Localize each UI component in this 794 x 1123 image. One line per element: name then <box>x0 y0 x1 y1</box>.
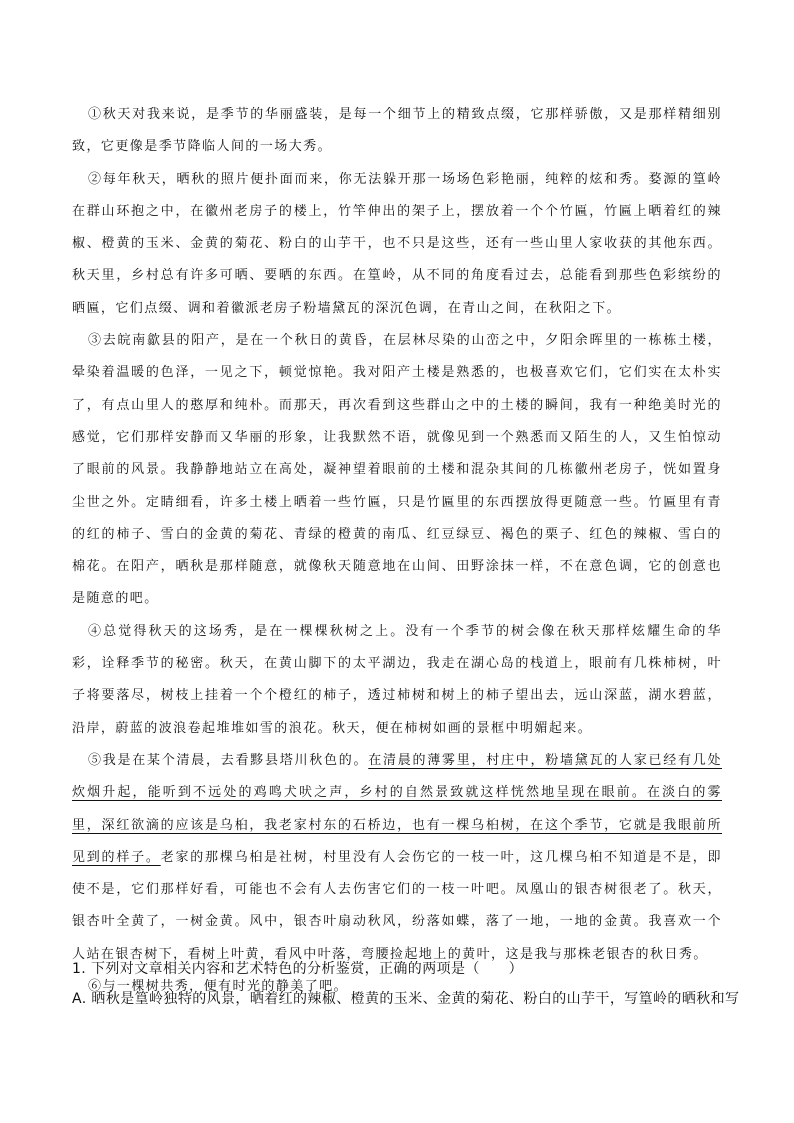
paragraph-5-intro: ⑤我是在某个清晨，去看黟县塔川秋色的。 <box>88 752 369 768</box>
paragraph-5-rest: 老家的那棵乌桕是社树，村里没有人会伤它的一枝一叶，这几棵乌桕不知道是不是，即使不是，它们那样好看，可能也不会有人去伤害它们的一枝一叶吧。凤凰山的银杏树很老了。秋天，银杏叶全黄了，一树金黄。风中，银杏叶扇动秋风，纷落如蝶，落了一地，一地的金黄。我喜欢一个人站在银杏树下，看树上叶黄，看风中叶落，弯腰捡起地上的黄叶，这是我与那株老银杏的秋日秀。 <box>72 849 722 962</box>
paragraph-5 <box>72 745 722 971</box>
paragraph-6: ⑥与一棵树共秀，便有时光的静美了吧。 <box>88 979 349 995</box>
question-1-option-a: A. 晒秋是篁岭独特的风景，晒着红的辣椒、橙黄的玉米、金黄的菊花、粉白的山芋干，写篁岭的晒秋和写 <box>72 991 740 1007</box>
question-1-stem: 1. 下列对文章相关内容和艺术特色的分析鉴赏，正确的两项是（ ） <box>72 961 524 977</box>
question-section <box>72 954 740 1014</box>
paragraph-3: ③去皖南歙县的阳产，是在一个秋日的黄昏，在层林尽染的山峦之中，夕阳余晖里的一栋栋土楼，晕染着温暖的色泽，一见之下，顿觉惊艳。我对阳产土楼是熟悉的，也极喜欢它们，它们实在太朴实了，有点山里人的憨厚和纯朴。而那天，再次看到这些群山之中的土楼的瞬间，我有一种绝美时光的感觉，它们那样安静而又华丽的形象，让我默然不语，就像见到一个熟悉而又陌生的人，又生怕惊动了眼前的风景。我静静地站立在高处，凝神望着眼前的土楼和混杂其间的几栋徽州老房子，恍如置身尘世之外。定睛细看，许多土楼上晒着一些竹匾，只是竹匾里的东西摆放得更随意一些。竹匾里有青的红的柿子、雪白的金黄的菊花、青绿的橙黄的南瓜、红豆绿豆、褐色的栗子、红色的辣椒、雪白的棉花。在阳产，晒秋是那样随意，就像秋天随意地在山间、田野涂抹一样，不在意色调，它的创意也是随意的吧。 <box>72 333 722 607</box>
underlined-sentence-2: 在淡白的雾里，深红欲滴的应该是乌桕，我老家村东的石桥边，也有一棵乌桕树，在这个季节，它就是我眼前所见到的样子。 <box>72 785 722 865</box>
underlined-sentence-1: 在清晨的薄雾里，村庄中，粉墙黛瓦的人家已经有几处炊烟升起，能听到不远处的鸡鸣犬吠之声，乡村的自然景致就这样恍然地呈现在眼前。 <box>72 752 722 801</box>
paragraph-4: ④总觉得秋天的这场秀，是在一棵棵秋树之上。没有一个季节的树会像在秋天那样炫耀生命的华彩，诠释季节的秘密。秋天，在黄山脚下的太平湖边，我走在湖心岛的栈道上，眼前有几株柿树，叶子将要落尽，树枝上挂着一个个橙红的柿子，透过柿树和树上的柿子望出去，远山深蓝，湖水碧蓝，沿岸，蔚蓝的波浪卷起堆堆如雪的浪花。秋天，便在柿树如画的景框中明媚起来。 <box>72 623 722 736</box>
essay-body <box>72 99 722 1003</box>
paragraph-1: ①秋天对我来说，是季节的华丽盛装，是每一个细节上的精致点缀，它那样骄傲，又是那样精细别致，它更像是季节降临人间的一场大秀。 <box>72 107 722 155</box>
paragraph-2: ②每年秋天，晒秋的照片便扑面而来，你无法躲开那一场场色彩艳丽，纯粹的炫和秀。婺源的篁岭在群山环抱之中，在徽州老房子的楼上，竹竿伸出的架子上，摆放着一个个竹匾，竹匾上晒着红的辣椒、橙黄的玉米、金黄的菊花、粉白的山芋干，也不只是这些，还有一些山里人家收获的其他东西。秋天里，乡村总有许多可晒、要晒的东西。在篁岭，从不同的角度看过去，总能看到那些色彩缤纷的晒匾，它们点缀、调和着徽派老房子粉墙黛瓦的深沉色调，在青山之间，在秋阳之下。 <box>72 171 722 316</box>
